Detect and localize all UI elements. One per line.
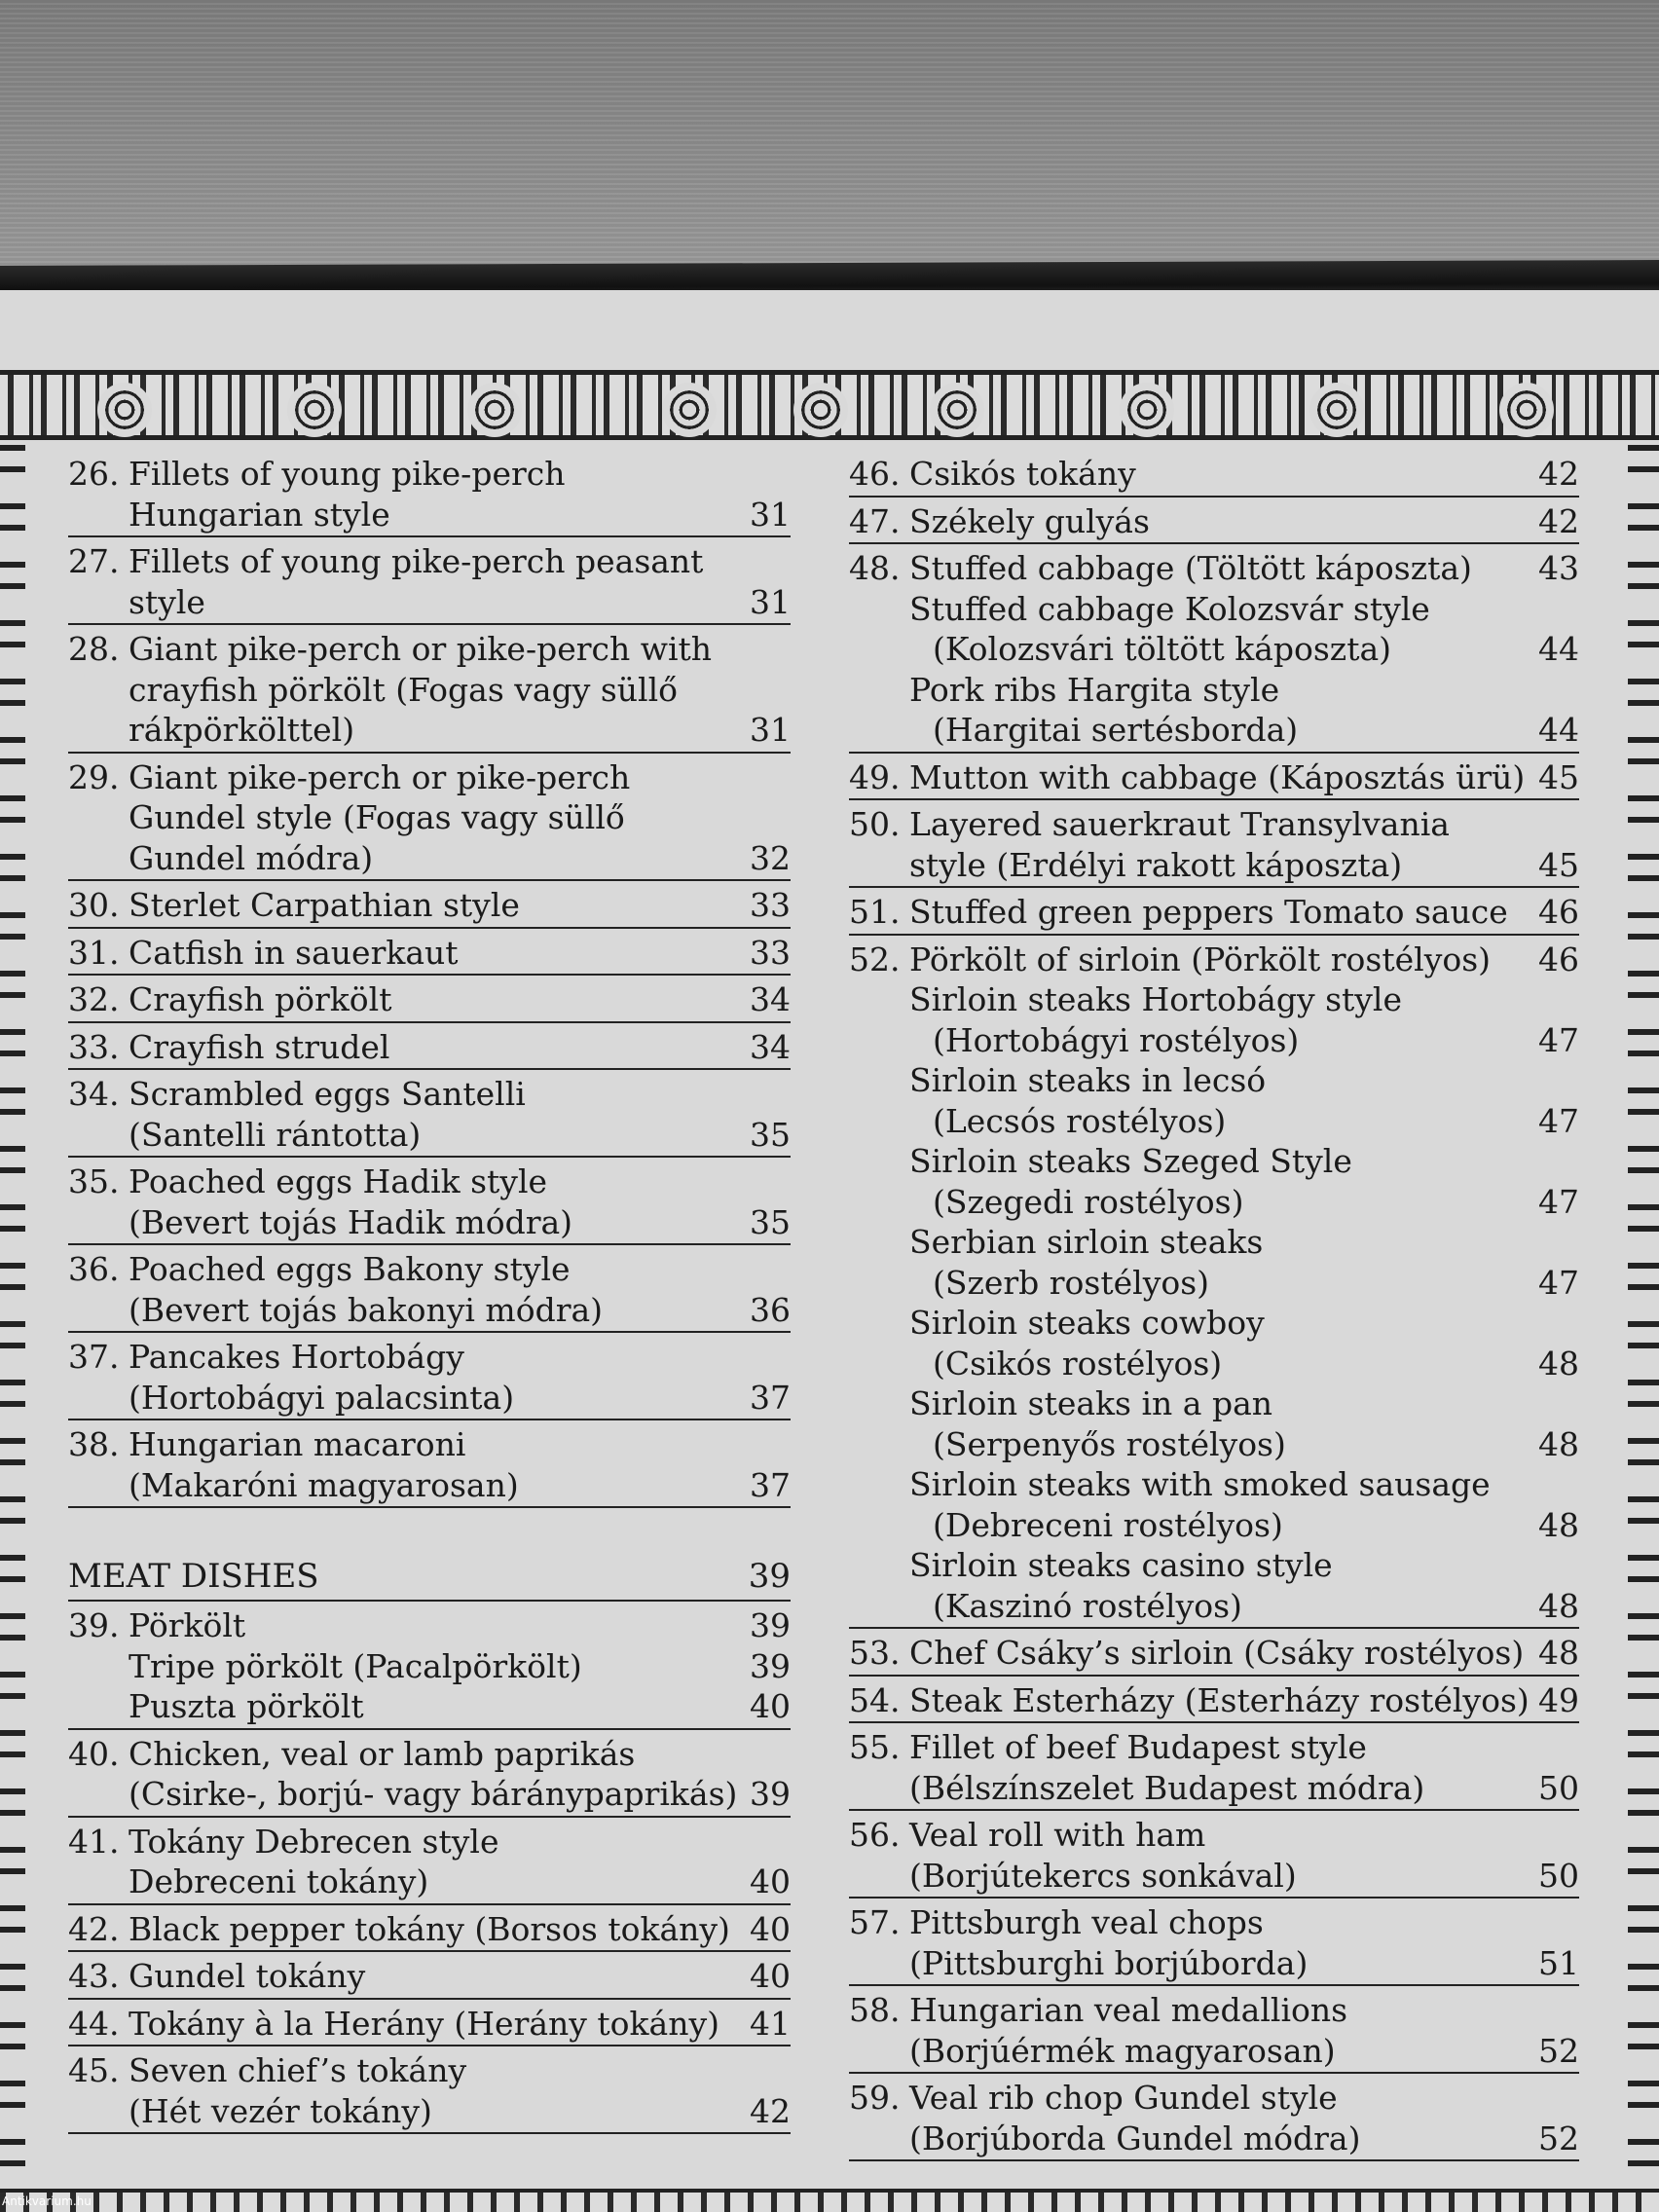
toc-entry <box>849 800 1579 888</box>
entry-text: 37. Pancakes Hortobágy <box>68 1338 464 1376</box>
page-number: 34 <box>750 980 791 1018</box>
entry-text: 39. Pörkölt <box>68 1606 246 1644</box>
page-number: 47 <box>1538 1020 1579 1059</box>
entry-text: 42. Black pepper tokány (Borsos tokány) <box>68 1909 730 1948</box>
page-number: 40 <box>750 1687 791 1725</box>
entry-line <box>68 1115 791 1156</box>
entry-number: 51. <box>849 893 901 931</box>
page-number: 32 <box>750 838 791 877</box>
left-ornamental-border <box>0 445 25 2197</box>
entry-line <box>68 710 791 751</box>
entry-line <box>849 1902 1579 1943</box>
entry-line <box>849 548 1579 589</box>
entry-line <box>68 629 791 670</box>
entry-text: Debreceni tokány) <box>129 1862 429 1900</box>
entry-text: (Szerb rostélyos) <box>933 1263 1210 1302</box>
entry-text: (Hét vezér tokány) <box>129 2091 432 2130</box>
entry-text: 50. Layered sauerkraut Transylvania <box>849 805 1450 843</box>
entry-line <box>68 2050 791 2091</box>
page-number: 31 <box>750 711 791 749</box>
entry-line <box>849 1990 1579 2031</box>
entry-number: 29. <box>68 757 120 796</box>
entry-line <box>68 1465 791 1506</box>
entry-line <box>849 1222 1579 1263</box>
entry-number: 42. <box>68 1909 120 1948</box>
section-heading <box>68 1555 791 1602</box>
entry-line <box>849 1815 1579 1856</box>
entry-line <box>849 1505 1579 1546</box>
entry-number: 34. <box>68 1075 120 1113</box>
entry-text: 45. Seven chief’s tokány <box>68 2051 467 2089</box>
entry-text: Hungarian style <box>129 495 390 534</box>
entry-line <box>849 710 1579 751</box>
entry-text: 34. Scrambled eggs Santelli <box>68 1075 526 1113</box>
page-number: 51 <box>1538 1943 1579 1982</box>
page-number: 44 <box>1538 630 1579 668</box>
entry-text: (Bevert tojás Hadik módra) <box>129 1202 573 1241</box>
toc-entry <box>849 1629 1579 1677</box>
entry-line <box>68 838 791 879</box>
page-number: 40 <box>750 1909 791 1948</box>
toc-entry <box>68 1333 791 1420</box>
entry-text: Sirloin steaks Szeged Style <box>909 1142 1352 1180</box>
page-number: 49 <box>1538 1680 1579 1719</box>
entry-text: (Santelli rántotta) <box>129 1115 422 1154</box>
page-number: 42 <box>750 2091 791 2130</box>
entry-line <box>849 1424 1579 1465</box>
page-number: 52 <box>1538 2031 1579 2070</box>
page-number: 46 <box>1538 893 1579 931</box>
page-number: 47 <box>1538 1101 1579 1140</box>
entry-line <box>849 1101 1579 1142</box>
toc-entry <box>849 888 1579 936</box>
left-column <box>68 450 791 2134</box>
entry-text: (Borjútekercs sonkával) <box>909 1856 1297 1895</box>
entry-text: Pork ribs Hargita style <box>909 670 1280 709</box>
entry-line <box>849 2119 1579 2159</box>
entry-text: Sirloin steaks cowboy <box>909 1304 1265 1342</box>
page-number: 39 <box>750 1775 791 1813</box>
entry-line <box>68 757 791 798</box>
entry-line <box>849 454 1579 495</box>
entry-text: Sirloin steaks in a pan <box>909 1384 1272 1422</box>
entry-text: 58. Hungarian veal medallions <box>849 1991 1348 2029</box>
entry-line <box>849 1344 1579 1384</box>
page-number: 46 <box>1538 940 1579 978</box>
entry-text: rákpörkölttel) <box>129 711 355 749</box>
right-ornamental-border <box>1628 445 1659 2197</box>
entry-line <box>68 1290 791 1331</box>
flower-ornament-icon <box>287 383 342 437</box>
entry-line <box>849 1141 1579 1182</box>
page-number: 33 <box>750 933 791 972</box>
entry-line <box>68 670 791 711</box>
entry-line <box>68 582 791 623</box>
entry-number: 47. <box>849 501 901 540</box>
entry-line <box>68 885 791 926</box>
entry-line <box>849 1545 1579 1586</box>
flower-ornament-icon <box>1120 383 1174 437</box>
entry-text: 30. Sterlet Carpathian style <box>68 886 520 924</box>
page-number: 44 <box>1538 711 1579 749</box>
entry-text: (Hargitai sertésborda) <box>933 711 1299 749</box>
entry-text: (Kolozsvári töltött káposzta) <box>933 630 1392 668</box>
entry-text: Gundel style (Fogas vagy süllő <box>129 798 625 836</box>
toc-entry <box>68 929 791 977</box>
entry-number: 28. <box>68 630 120 668</box>
toc-entry <box>849 1811 1579 1899</box>
entry-line <box>68 1605 791 1646</box>
toc-entry <box>849 1677 1579 1724</box>
entry-line <box>849 757 1579 798</box>
entry-line <box>849 1464 1579 1505</box>
entry-number: 54. <box>849 1680 901 1719</box>
entry-number: 32. <box>68 980 120 1018</box>
entry-text: style <box>129 582 205 621</box>
toc-entry <box>849 936 1579 1630</box>
entry-text: Stuffed cabbage Kolozsvár style <box>909 589 1430 628</box>
page-number: 36 <box>750 1290 791 1329</box>
toc-entry <box>849 754 1579 801</box>
right-column <box>849 450 1579 2161</box>
entry-line <box>68 541 791 582</box>
entry-text: 29. Giant pike-perch or pike-perch <box>68 757 631 796</box>
entry-text: Sirloin steaks Hortobágy style <box>909 980 1403 1018</box>
entry-line <box>849 670 1579 711</box>
entry-text: 48. Stuffed cabbage (Töltött káposzta) <box>849 549 1472 587</box>
page-number: 39 <box>750 1646 791 1685</box>
entry-number: 45. <box>68 2051 120 2089</box>
page-number: 45 <box>1538 845 1579 884</box>
page-number: 47 <box>1538 1182 1579 1221</box>
background-surface <box>0 0 1659 277</box>
entry-line <box>849 1263 1579 1304</box>
page-number: 48 <box>1538 1424 1579 1463</box>
entry-text: 55. Fillet of beef Budapest style <box>849 1728 1367 1766</box>
entry-text: (Hortobágyi palacsinta) <box>129 1378 515 1417</box>
entry-number: 59. <box>849 2079 901 2117</box>
entry-text: Sirloin steaks in lecsó <box>909 1061 1267 1099</box>
flower-ornament-icon <box>930 383 984 437</box>
entry-line <box>68 1249 791 1290</box>
entry-text: (Csirke-, borjú- vagy báránypaprikás) <box>129 1775 738 1813</box>
page-number: 47 <box>1538 1263 1579 1302</box>
entry-number: 40. <box>68 1734 120 1773</box>
toc-entry <box>68 881 791 929</box>
entry-line <box>68 2091 791 2132</box>
toc-entry <box>68 2000 791 2047</box>
entry-line <box>849 1586 1579 1627</box>
entry-text: Puszta pörkölt <box>129 1687 364 1725</box>
entry-number: 46. <box>849 455 901 493</box>
entry-line <box>68 1774 791 1815</box>
top-ornamental-border <box>0 370 1659 440</box>
entry-text: 52. Pörkölt of sirloin (Pörkölt rostélyos) <box>849 940 1492 978</box>
entry-number: 36. <box>68 1250 120 1288</box>
entry-line <box>68 1686 791 1727</box>
entry-line <box>849 1182 1579 1223</box>
entry-text: (Csikós rostélyos) <box>933 1344 1223 1382</box>
toc-entry <box>68 1245 791 1333</box>
page-number: 48 <box>1538 1344 1579 1382</box>
entry-text: 44. Tokány à la Herány (Herány tokány) <box>68 2004 719 2043</box>
toc-entry <box>68 1818 791 1905</box>
page-number: 48 <box>1538 1505 1579 1544</box>
entry-text: (Hortobágyi rostélyos) <box>933 1020 1300 1059</box>
flower-ornament-icon <box>662 383 717 437</box>
entry-text: (Debreceni rostélyos) <box>933 1505 1283 1544</box>
entry-text: 38. Hungarian macaroni <box>68 1425 466 1463</box>
entry-line <box>68 1822 791 1862</box>
page-number: 42 <box>1538 501 1579 540</box>
entry-line <box>849 1020 1579 1061</box>
page-number: 48 <box>1538 1634 1579 1672</box>
entry-line <box>68 1909 791 1950</box>
entry-number: 31. <box>68 933 120 972</box>
flower-ornament-icon <box>97 383 152 437</box>
entry-number: 58. <box>849 1991 901 2029</box>
entry-text: Tripe pörkölt (Pacalpörkölt) <box>129 1646 582 1685</box>
entry-text: (Bevert tojás bakonyi módra) <box>129 1290 604 1329</box>
entry-text: 27. Fillets of young pike-perch peasant <box>68 542 704 580</box>
toc-entry <box>68 1070 791 1158</box>
entry-number: 52. <box>849 940 901 978</box>
entry-text: (Szegedi rostélyos) <box>933 1182 1244 1221</box>
page-number: 42 <box>1538 455 1579 493</box>
entry-line <box>849 892 1579 933</box>
toc-entry <box>849 2074 1579 2161</box>
entry-number: 44. <box>68 2004 120 2043</box>
page-number: 50 <box>1538 1768 1579 1807</box>
toc-entry <box>68 1905 791 1953</box>
entry-line <box>849 589 1579 630</box>
entry-line <box>68 1202 791 1243</box>
page-number: 37 <box>750 1465 791 1504</box>
entry-line <box>68 1956 791 1997</box>
page-number: 37 <box>750 1378 791 1417</box>
page-number: 41 <box>750 2004 791 2043</box>
entry-text: 35. Poached eggs Hadik style <box>68 1162 548 1200</box>
entry-text: 36. Poached eggs Bakony style <box>68 1250 571 1288</box>
section-title: MEAT DISHES <box>68 1557 319 1596</box>
entry-line <box>68 1424 791 1465</box>
entry-number: 48. <box>849 549 901 587</box>
page-number: 31 <box>750 495 791 534</box>
entry-text: crayfish pörkölt (Fogas vagy süllő <box>129 670 678 709</box>
entry-text: 41. Tokány Debrecen style <box>68 1822 499 1861</box>
entry-number: 49. <box>849 757 901 796</box>
entry-line <box>849 1383 1579 1424</box>
entry-text: (Makaróni magyarosan) <box>129 1465 519 1504</box>
page-number: 39 <box>750 1606 791 1644</box>
entry-line <box>68 1734 791 1775</box>
entry-line <box>849 2031 1579 2072</box>
entry-text: 57. Pittsburgh veal chops <box>849 1903 1264 1941</box>
page-number: 33 <box>750 886 791 924</box>
entry-text: (Lecsós rostélyos) <box>933 1101 1227 1140</box>
page-number: 40 <box>750 1862 791 1900</box>
entry-number: 38. <box>68 1425 120 1463</box>
entry-text: (Pittsburghi borjúborda) <box>909 1943 1309 1982</box>
entry-number: 39. <box>68 1606 120 1644</box>
entry-text: (Serpenyős rostélyos) <box>933 1424 1286 1463</box>
entry-line <box>68 1646 791 1687</box>
entry-line <box>849 1680 1579 1721</box>
entry-line <box>68 1074 791 1115</box>
entry-line <box>849 845 1579 886</box>
entry-line <box>849 2078 1579 2119</box>
entry-line <box>849 629 1579 670</box>
entry-text: 46. Csikós tokány <box>849 455 1136 493</box>
entry-text: Sirloin steaks casino style <box>909 1546 1333 1584</box>
entry-line <box>849 1943 1579 1984</box>
toc-entry <box>68 2046 791 2134</box>
page-number: 34 <box>750 1027 791 1066</box>
page-number: 43 <box>1538 549 1579 587</box>
toc-entry <box>68 754 791 882</box>
entry-number: 41. <box>68 1822 120 1861</box>
entry-text: 51. Stuffed green peppers Tomato sauce <box>849 893 1508 931</box>
page-number: 40 <box>750 1957 791 1995</box>
entry-number: 57. <box>849 1903 901 1941</box>
entry-line <box>849 1633 1579 1674</box>
entry-text: (Kaszinó rostélyos) <box>933 1586 1242 1625</box>
flower-ornament-icon <box>1309 383 1364 437</box>
entry-line <box>849 1303 1579 1344</box>
entry-line <box>68 797 791 838</box>
entry-line <box>68 1337 791 1378</box>
entry-line <box>68 1378 791 1419</box>
entry-text: 53. Chef Csáky’s sirloin (Csáky rostélyos) <box>849 1634 1525 1672</box>
entry-number: 43. <box>68 1957 120 1995</box>
page-number: 45 <box>1538 757 1579 796</box>
entry-text: Serbian sirloin steaks <box>909 1223 1264 1261</box>
entry-text: 43. Gundel tokány <box>68 1957 366 1995</box>
entry-number: 56. <box>849 1816 901 1854</box>
entry-line <box>849 501 1579 542</box>
toc-entry <box>68 976 791 1023</box>
toc-entry <box>68 537 791 625</box>
entry-number: 55. <box>849 1728 901 1766</box>
entry-text: Sirloin steaks with smoked sausage <box>909 1465 1491 1503</box>
entry-number: 35. <box>68 1162 120 1200</box>
entry-text: 47. Székely gulyás <box>849 501 1150 540</box>
entry-text: 31. Catfish in sauerkaut <box>68 933 459 972</box>
toc-entry <box>849 1723 1579 1811</box>
entry-text: 49. Mutton with cabbage (Káposztás ürü) <box>849 757 1526 796</box>
entry-line <box>849 804 1579 845</box>
toc-entry <box>849 1899 1579 1986</box>
entry-text: 59. Veal rib chop Gundel style <box>849 2079 1338 2117</box>
entry-line <box>68 1862 791 1902</box>
page-number: 35 <box>750 1115 791 1154</box>
toc-entry <box>68 1023 791 1071</box>
watermark: Antikvarium.hu <box>2 2194 92 2208</box>
entry-number: 50. <box>849 805 901 843</box>
toc-entry <box>68 450 791 537</box>
toc-entry <box>68 1602 791 1730</box>
toc-entry <box>68 625 791 754</box>
entry-line <box>68 495 791 535</box>
entry-number: 26. <box>68 455 120 493</box>
entry-line <box>849 1060 1579 1101</box>
page-number: 31 <box>750 582 791 621</box>
entry-text: 40. Chicken, veal or lamb paprikás <box>68 1734 636 1773</box>
entry-number: 53. <box>849 1634 901 1672</box>
entry-text: 28. Giant pike-perch or pike-perch with <box>68 630 713 668</box>
entry-line <box>68 454 791 495</box>
entry-text: 56. Veal roll with ham <box>849 1816 1206 1854</box>
entry-line <box>849 1856 1579 1897</box>
entry-line <box>68 933 791 974</box>
toc-entry <box>68 1952 791 2000</box>
entry-line <box>849 1768 1579 1809</box>
page-number: 48 <box>1538 1586 1579 1625</box>
page-number: 35 <box>750 1202 791 1241</box>
entry-number: 27. <box>68 542 120 580</box>
entry-line <box>849 979 1579 1020</box>
flower-ornament-icon <box>467 383 522 437</box>
toc-entry <box>849 544 1579 754</box>
entry-line <box>68 1161 791 1202</box>
toc-entry <box>68 1730 791 1818</box>
entry-line <box>68 1027 791 1068</box>
entry-number: 30. <box>68 886 120 924</box>
entry-text: Gundel módra) <box>129 838 374 877</box>
entry-number: 33. <box>68 1027 120 1066</box>
toc-entry <box>849 498 1579 545</box>
page-number: 52 <box>1538 2119 1579 2157</box>
entry-text: 26. Fillets of young pike-perch <box>68 455 566 493</box>
flower-ornament-icon <box>1499 383 1554 437</box>
entry-line <box>68 979 791 1020</box>
flower-ornament-icon <box>793 383 848 437</box>
toc-entry <box>68 1420 791 1508</box>
page-number: 39 <box>748 1557 791 1596</box>
entry-text: (Bélszínszelet Budapest módra) <box>909 1768 1425 1807</box>
entry-text: 54. Steak Esterházy (Esterházy rostélyos) <box>849 1680 1530 1719</box>
entry-number: 37. <box>68 1338 120 1376</box>
toc-entry <box>849 1986 1579 2074</box>
entry-line <box>68 2004 791 2045</box>
page-number: 50 <box>1538 1856 1579 1895</box>
entry-text: style (Erdélyi rakott káposzta) <box>909 845 1403 884</box>
entry-text: 33. Crayfish strudel <box>68 1027 390 1066</box>
entry-line <box>849 1727 1579 1768</box>
entry-text: (Borjúérmék magyarosan) <box>909 2031 1336 2070</box>
bottom-ornamental-border <box>0 2189 1659 2212</box>
entry-text: 32. Crayfish pörkölt <box>68 980 392 1018</box>
toc-entry <box>849 450 1579 498</box>
entry-text: (Borjúborda Gundel módra) <box>909 2119 1361 2157</box>
toc-entry <box>68 1158 791 1245</box>
entry-line <box>849 940 1579 980</box>
